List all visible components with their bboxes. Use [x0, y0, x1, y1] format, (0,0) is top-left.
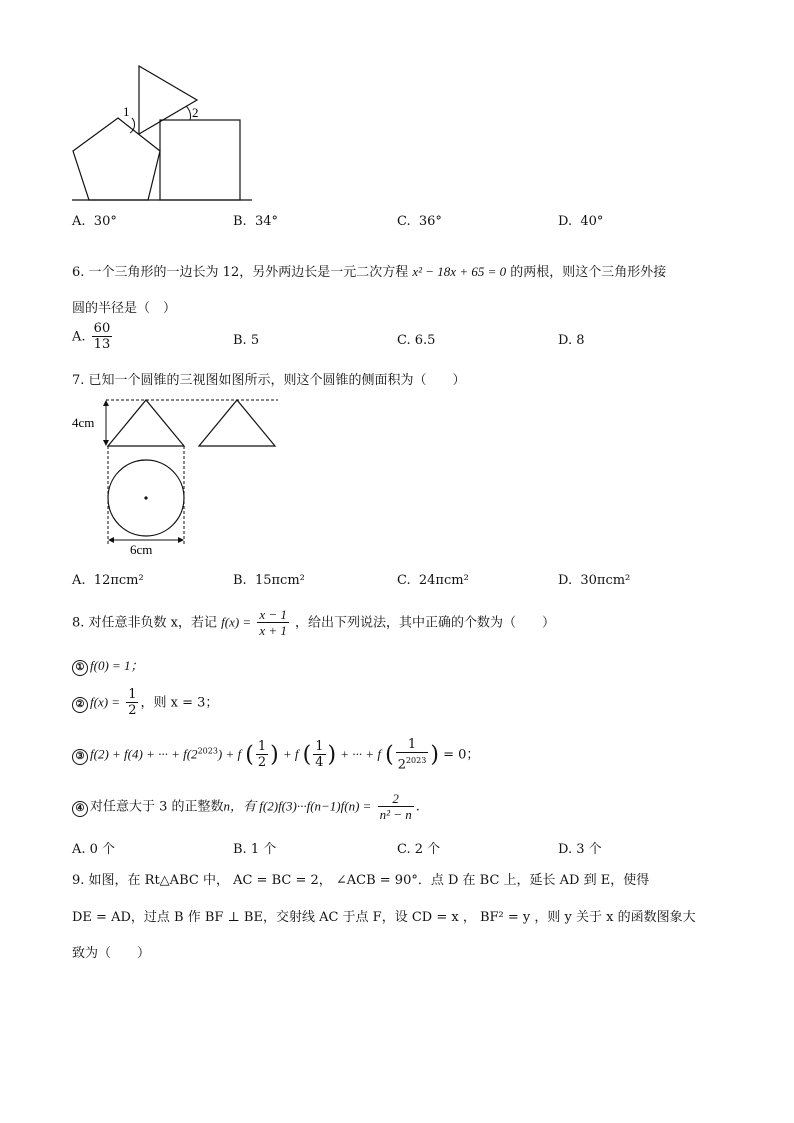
- q9-stem-line3: 致为（ ）: [72, 946, 151, 961]
- top-view-center-dot: [144, 496, 147, 499]
- angle1-label: 1: [123, 104, 130, 119]
- q6-stem-line2: 圆的半径是（ ）: [72, 301, 177, 316]
- square-shape: [160, 120, 240, 200]
- q6-stem-b: 的两根，则这个三角形外接: [510, 265, 667, 280]
- circled-4: ④: [72, 801, 88, 817]
- q8-s3-frac3: $\frac{1}{2^{2023}}$: [397, 737, 427, 773]
- front-view-triangle: [108, 400, 184, 446]
- q9-stem-line1: 9. 如图，在 Rt△ABC 中， AC = BC = 2， ∠ACB = 90°．点 D 在 BC 上，延长 AD 到 E，使得: [72, 873, 650, 888]
- q6-equation: x² − 18x + 65 = 0: [412, 264, 507, 279]
- circled-1: ①: [72, 660, 88, 676]
- q7-option-c[interactable]: C. 24πcm²: [397, 573, 469, 588]
- q7-three-views-figure: [68, 392, 283, 557]
- width-arrow-left: [108, 537, 114, 543]
- width-label: 6cm: [130, 542, 153, 557]
- q6-stem-line1: [72, 261, 666, 280]
- q7-option-d[interactable]: D. 30πcm²: [558, 573, 631, 588]
- q6-option-d[interactable]: D. 8: [558, 333, 585, 348]
- q8-statement-1: ① f(0) = 1；: [72, 655, 144, 676]
- q8-option-c[interactable]: C. 2 个: [397, 842, 441, 857]
- height-label: 4cm: [72, 415, 95, 430]
- triangle-shape: [139, 66, 197, 134]
- q8-statement-3: ③ f(2) + f(4) + ··· + $f(2^{2023}) + f$ ( $\frac{1}{2}$ ) + f ( $\frac{1}{4}$ ) + ··· + f ( $\frac{1}{2^{2023}}$ ) = 0；: [72, 738, 479, 772]
- q8-statement-2: ② f(x) = $\frac{1}{2}$ ，则 x = 3；: [72, 688, 218, 718]
- q5-option-c[interactable]: C. 36°: [397, 214, 442, 229]
- pentagon-shape: [73, 118, 160, 200]
- q8-s3-frac1: $\frac{1}{2}$: [257, 739, 267, 771]
- q9-stem-line2: DE = AD，过点 B 作 BF ⊥ BE，交射线 AC 于点 F，设 CD = x ， BF² = y ，则 y 关于 x 的函数图象大: [72, 910, 696, 925]
- q8-fx-fraction: $\frac{x - 1}{x + 1}$: [259, 607, 287, 638]
- q5-geometry-figure: [60, 58, 260, 208]
- q8-s4-fraction: $\frac{2}{\text{n² − n}}$: [379, 791, 412, 822]
- q6-option-a-fraction: $\frac{60}{13}$: [93, 321, 111, 352]
- q5-option-a[interactable]: A. 30°: [72, 214, 117, 229]
- q8-stem: 8. 对任意非负数 x，若记 f(x) = $\frac{x - 1}{x + 1}$ ，给出下列说法，其中正确的个数为（ ）: [72, 607, 556, 638]
- width-arrow-right: [178, 537, 184, 543]
- angle2-label: 2: [192, 105, 199, 120]
- q8-option-b[interactable]: B. 1 个: [233, 842, 277, 857]
- q7-option-b[interactable]: B. 15πcm²: [233, 573, 305, 588]
- q8-s3-frac2: $\frac{1}{4}$: [315, 739, 324, 771]
- circled-2: ②: [72, 697, 88, 713]
- q8-fx-lhs: f(x) =: [221, 614, 252, 630]
- q8-option-a[interactable]: A. 0 个: [72, 842, 116, 857]
- q6-stem-a: 6. 一个三角形的一边长为 12，另外两边长是一元二次方程: [72, 265, 409, 280]
- q6-option-b[interactable]: B. 5: [233, 333, 260, 348]
- circled-3: ③: [72, 749, 88, 765]
- q8-option-d[interactable]: D. 3 个: [558, 842, 602, 857]
- q7-stem: 7. 已知一个圆锥的三视图如图所示，则这个圆锥的侧面积为（ ）: [72, 373, 466, 388]
- height-arrow-top: [103, 400, 109, 406]
- q5-option-d[interactable]: D. 40°: [558, 214, 604, 229]
- side-view-triangle: [199, 400, 275, 446]
- q7-option-a[interactable]: A. 12πcm²: [72, 573, 144, 588]
- q8-statement-4: ④ 对任意大于 3 的正整数n，有 f(2)f(3)···f(n−1)f(n) = $\frac{2}{\text{n² − n}}$ .: [72, 792, 420, 822]
- angle2-arc: [186, 106, 191, 120]
- q8-s2-fraction: $\frac{1}{2}$: [128, 687, 137, 718]
- q6-option-a[interactable]: A. $\frac{60}{13}$: [72, 321, 111, 352]
- q6-option-c[interactable]: C. 6.5: [397, 333, 436, 348]
- q5-option-b[interactable]: B. 34°: [233, 214, 278, 229]
